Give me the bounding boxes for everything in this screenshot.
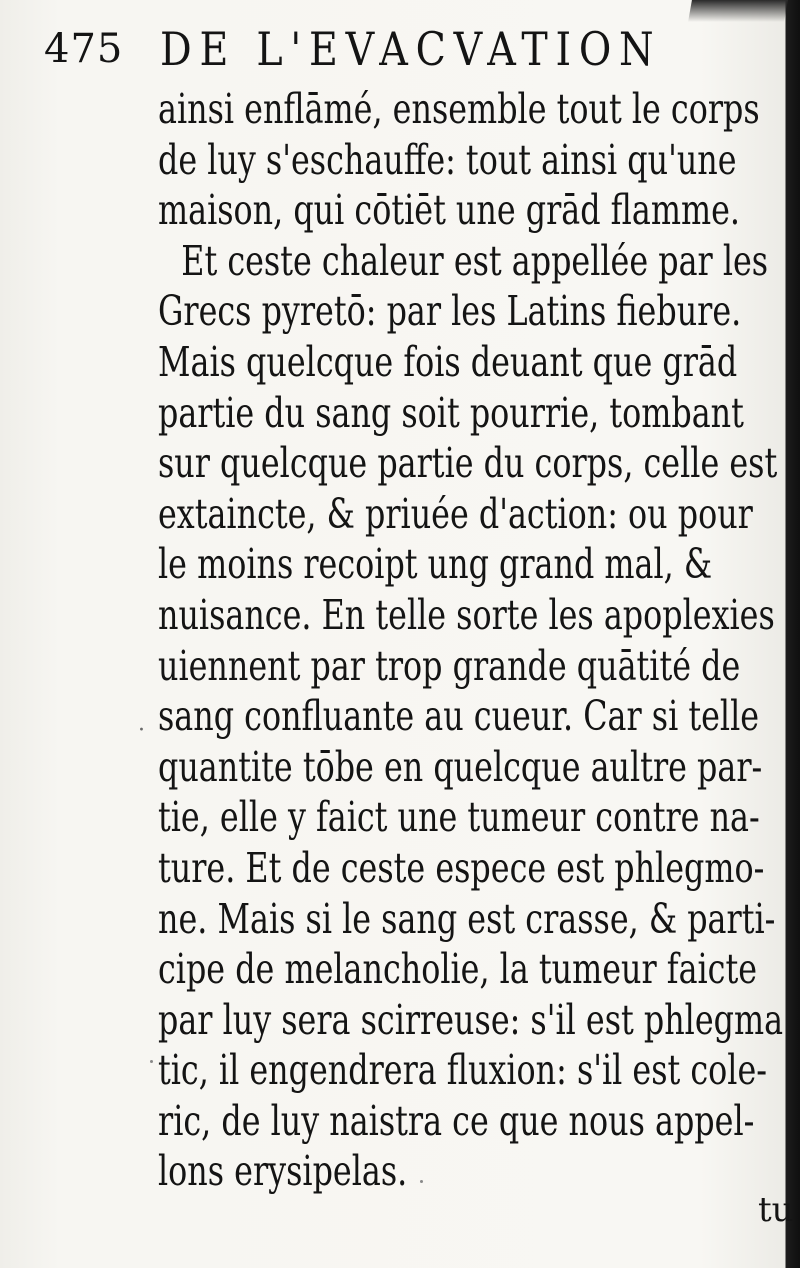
text-line: extaincte, & priuée d'action: ou pour [158,489,753,538]
text-line: par luy sera scirreuse: s'il est phlegma [158,995,784,1044]
text-line: tie, elle y faict une tumeur contre na- [158,793,760,842]
running-head [44,18,744,78]
text-line: sur quelcque partie du corps, celle est [158,439,778,488]
text-line: uiennent par trop grande quātité de [158,641,741,690]
ink-speck [420,1180,423,1183]
text-line: ainsi enflāmé, ensemble tout le corps [158,85,760,133]
text-line: ne. Mais si le sang est crasse, & parti- [158,894,776,943]
text-line: Mais quelcque fois deuant que grād [158,337,738,386]
text-line: maison, qui cōtiēt une grād flamme. [158,186,740,235]
text-line: partie du sang soit pourrie, tombant [158,388,744,437]
body-text [158,84,784,1197]
text-line: sang confluante au cueur. Car si telle [158,692,760,741]
text-line: tic, il engendrera fluxion: s'il est cole- [158,1046,768,1095]
text-line: quantite tōbe en quelcque aultre par- [158,742,763,791]
running-head-title: DE L'EVACVATION [160,22,662,76]
text-line: cipe de melancholie, la tumeur faicte [158,945,758,994]
page-number: 475 [44,26,124,72]
ink-speck [150,1060,153,1063]
text-line: ric, de luy naistra ce que nous appel- [158,1096,755,1145]
text-line: lons erysipelas. [158,1147,408,1196]
text-line: le moins recoipt ung grand mal, & [158,540,713,589]
catchword: tu [758,1190,794,1230]
margin-mark: · [138,718,145,743]
text-line: nuisance. En telle sorte les apoplexies [158,590,775,639]
text-line: Grecs pyretō: par les Latins fiebure. [158,287,742,336]
text-line: ture. Et de ceste espece est phlegmo- [158,843,765,892]
text-line: Et ceste chaleur est appellée par les [181,236,769,285]
text-line: de luy s'eschauffe: tout ainsi qu'une [158,135,737,184]
